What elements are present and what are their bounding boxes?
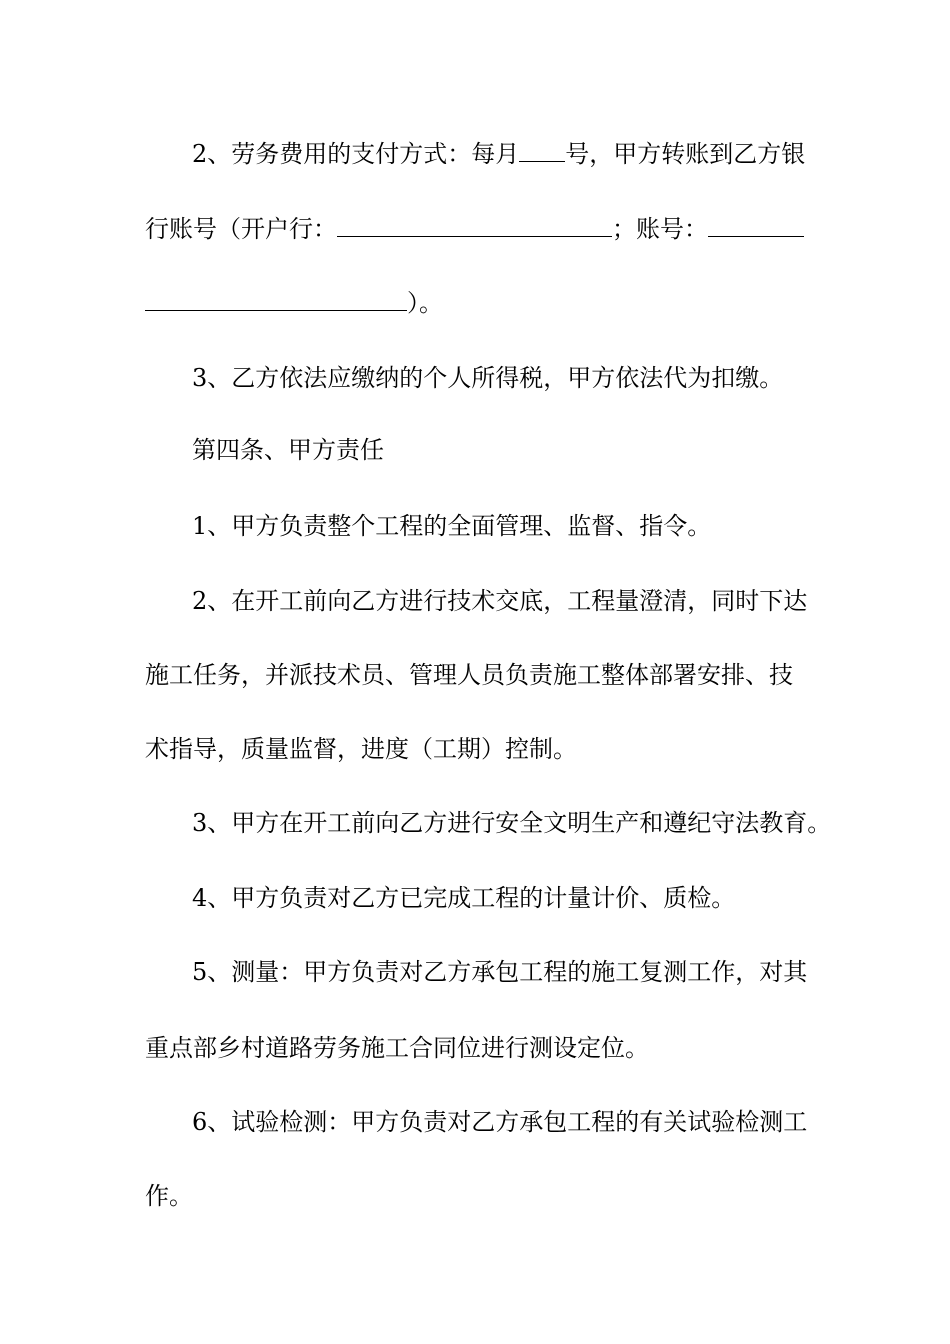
duty-4-paragraph: 4、甲方负责对乙方已完成工程的计量计价、质检。 — [192, 884, 736, 912]
payment-line-1 — [192, 137, 832, 171]
payment-text-d: ；账号： — [612, 215, 708, 243]
payment-line-3 — [145, 286, 825, 320]
duty-6-line-2: 作。 — [145, 1182, 193, 1210]
payment-text-c: 行账号（开户行： — [145, 215, 337, 243]
account-blank-2 — [145, 288, 407, 311]
payment-text-b: 号，甲方转账到乙方银 — [565, 140, 806, 168]
payment-text-a: 2、劳务费用的支付方式：每月 — [192, 140, 520, 168]
duty-5-line-1: 5、测量：甲方负责对乙方承包工程的施工复测工作，对其 — [192, 958, 808, 986]
bank-blank — [337, 214, 612, 237]
duty-2-line-2: 施工任务，并派技术员、管理人员负责施工整体部署安排、技 — [145, 661, 793, 689]
payment-line-2 — [145, 212, 825, 246]
account-blank-1 — [708, 214, 804, 237]
duty-6-line-1: 6、试验检测：甲方负责对乙方承包工程的有关试验检测工 — [192, 1108, 808, 1136]
duty-5-line-2: 重点部乡村道路劳务施工合同位进行测设定位。 — [145, 1034, 649, 1062]
tax-paragraph: 3、乙方依法应缴纳的个人所得税，甲方依法代为扣缴。 — [192, 364, 784, 392]
duty-2-line-1: 2、在开工前向乙方进行技术交底，工程量澄清，同时下达 — [192, 587, 808, 615]
payment-text-e: ）。 — [407, 289, 443, 317]
article-heading: 第四条、甲方责任 — [192, 436, 384, 464]
duty-3-paragraph: 3、甲方在开工前向乙方进行安全文明生产和遵纪守法教育。 — [192, 809, 832, 837]
duty-1-paragraph: 1、甲方负责整个工程的全面管理、监督、指令。 — [192, 512, 712, 540]
day-blank — [519, 139, 565, 162]
duty-2-line-3: 术指导，质量监督，进度（工期）控制。 — [145, 735, 577, 763]
